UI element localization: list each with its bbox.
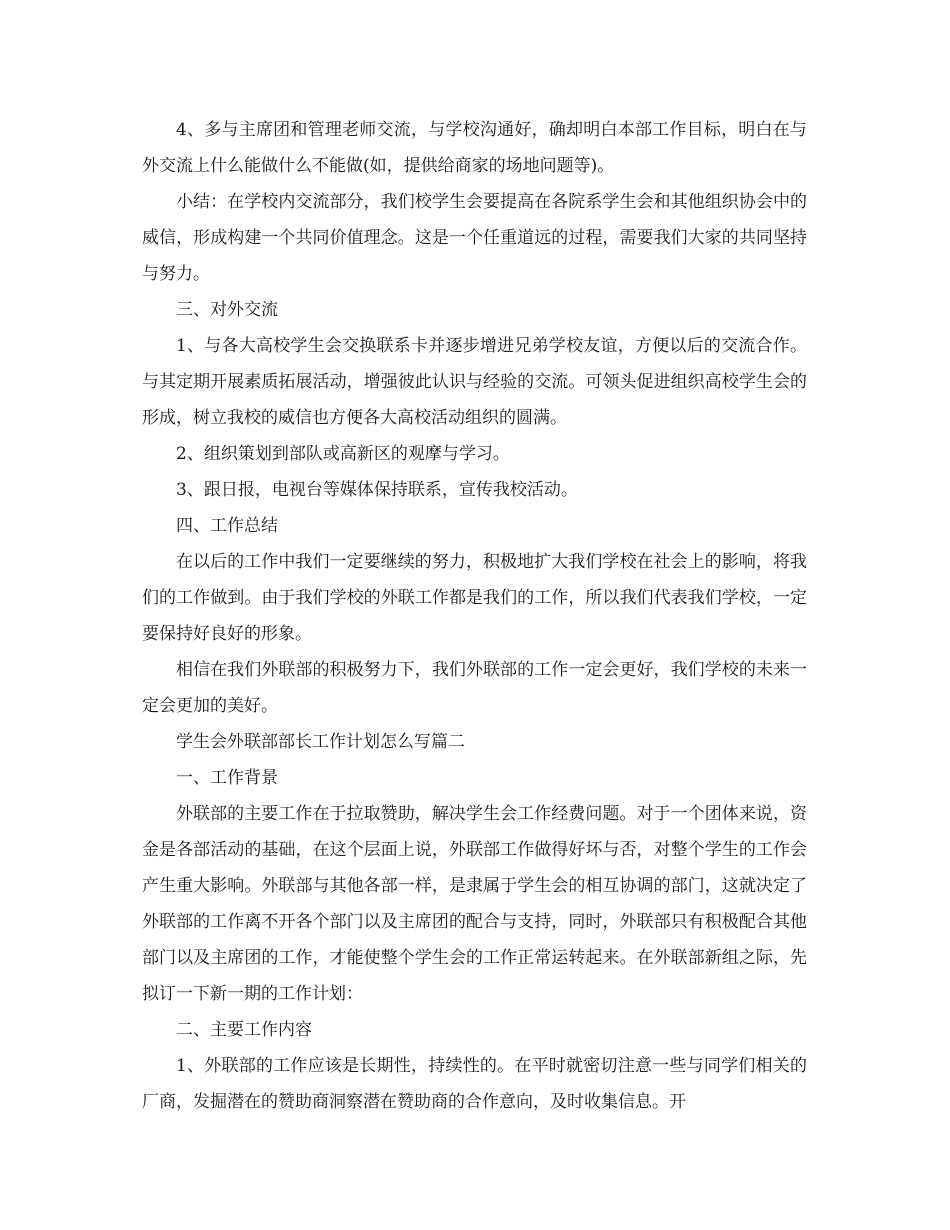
- paragraph-item-3: 3、跟日报，电视台等媒体保持联系，宣传我校活动。: [176, 480, 578, 500]
- document-body: [142, 112, 807, 1120]
- paragraph-summary-body: 在以后的工作中我们一定要继续的努力，积极地扩大我们学校在社会上的影响，将我们的工作做到。由于我们学校的外联工作都是我们的工作，所以我们代表我们学校，一定要保持好良好的形象。: [142, 552, 807, 644]
- paragraph-item-2: 2、组织策划到部队或高新区的观摩与学习。: [176, 444, 510, 464]
- paragraph-summary: 小结：在学校内交流部分，我们校学生会要提高在各院系学生会和其他组织协会中的威信，形成构建一个共同价值理念。这是一个任重道远的过程，需要我们大家的共同坚持与努力。: [142, 192, 807, 284]
- section-heading-background: 一、工作背景: [176, 768, 278, 788]
- paragraph-item-4: 4、多与主席团和管理老师交流，与学校沟通好，确却明白本部工作目标，明白在与外交流上什么能做什么不能做(如，提供给商家的场地问题等)。: [142, 120, 807, 176]
- paragraph-background: 外联部的主要工作在于拉取赞助，解决学生会工作经费问题。对于一个团体来说，资金是各部活动的基础，在这个层面上说，外联部工作做得好坏与否，对整个学生的工作会产生重大影响。外联部与其他各部一样，是隶属于学生会的相互协调的部门，这就决定了外联部的工作离不开各个部门以及主席团的配合与支持，同时，外联部只有积极配合其他部门以及主席团的工作，才能使整个学生会的工作正常运转起来。在外联部新组之际，先拟订一下新一期的工作计划：: [142, 804, 807, 1004]
- article-title-part-two: 学生会外联部部长工作计划怎么写篇二: [176, 732, 465, 752]
- section-heading-external-exchange: 三、对外交流: [176, 300, 278, 320]
- paragraph-item-1: 1、与各大高校学生会交换联系卡并逐步增进兄弟学校友谊，方便以后的交流合作。与其定期开展素质拓展活动，增强彼此认识与经验的交流。可领头促进组织高校学生会的形成，树立我校的威信也方便各大高校活动组织的圆满。: [142, 336, 807, 428]
- section-heading-main-content: 二、主要工作内容: [176, 1020, 312, 1040]
- paragraph-main-item-1: 1、外联部的工作应该是长期性，持续性的。在平时就密切注意一些与同学们相关的厂商，发掘潜在的赞助商洞察潜在赞助商的合作意向，及时收集信息。开: [142, 1056, 807, 1112]
- section-heading-work-summary: 四、工作总结: [176, 516, 278, 536]
- paragraph-closing: 相信在我们外联部的积极努力下，我们外联部的工作一定会更好，我们学校的未来一定会更加的美好。: [142, 660, 807, 716]
